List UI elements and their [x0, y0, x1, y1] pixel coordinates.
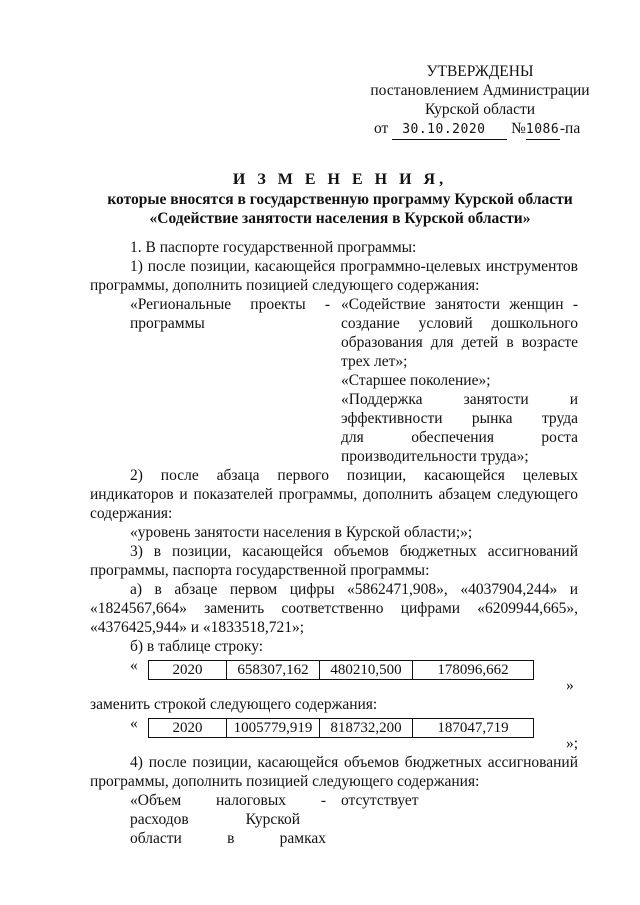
insert-1-right-line: «Поддержка занятости и [341, 391, 578, 408]
paragraph-4-line-2: программы, паспорта государственной программы: [90, 562, 430, 579]
table-cell: 480210,500 [320, 661, 413, 680]
insert-1-right-line: создание условий дошкольного [341, 315, 578, 332]
table-cell: 2020 [149, 661, 227, 680]
doc-subtitle-1: которые вносятся в государственную программу Курской области [107, 191, 573, 208]
table-cell: 658307,162 [227, 661, 320, 680]
table-cell: 178096,662 [413, 661, 534, 680]
insert-1-right-line: образования для детей в возрасте [341, 334, 578, 351]
insert-1-left-line-1: «Региональные проекты - [130, 296, 330, 313]
paragraph-2-line-2: программы, дополнить позицией следующего содержания: [90, 277, 480, 294]
paragraph-3-line-1: 2) после абзаца первого позиции, касающейся целевых [130, 467, 578, 484]
table-cell: 187047,719 [413, 719, 534, 738]
paragraph-5-line-3: «4376425,944» и «1833518,721»; [90, 619, 305, 636]
insert-2-right: отсутствует [341, 792, 419, 809]
paragraph-1: 1. В паспорте государственной программы: [130, 239, 417, 256]
table-cell: 1005779,919 [227, 719, 320, 738]
paragraph-8-line-1: 4) после позиции, касающейся объемов бюджетных ассигнований [130, 754, 578, 771]
insert-1-right-line: для обеспечения роста [341, 429, 578, 446]
insert-1-right-line: эффективности рынка труда [341, 410, 578, 427]
approval-line-2: Курской области [424, 101, 536, 118]
insert-1-right-line: трех лет»; [341, 353, 408, 370]
paragraph-3-line-2: индикаторов и показателей программы, дополнить абзацем следующего [90, 486, 578, 503]
approval-heading: УТВЕРЖДЕНЫ [426, 63, 534, 80]
number-suffix: -па [559, 120, 581, 137]
close-quote-2: »; [566, 735, 579, 752]
insert-2-left-line: расходов Курской [130, 811, 300, 828]
number-prefix: № [511, 120, 526, 137]
paragraph-4-line-1: 3) в позиции, касающейся объемов бюджетных ассигнований [130, 543, 578, 560]
paragraph-2-line-1: 1) после позиции, касающейся программно-целевых инструментов [130, 258, 578, 275]
table-cell: 818732,200 [320, 719, 413, 738]
insert-2-left-line: «Объем налоговых - [130, 792, 326, 809]
order-date: 30.10.2020 [392, 120, 507, 140]
paragraph-5-line-2: «1824567,664» заменить соответственно цифрами «6209944,665», [90, 600, 578, 617]
doc-title: И З М Е Н Е Н И Я, [232, 171, 448, 188]
paragraph-6: б) в таблице строку: [130, 638, 264, 655]
close-quote-1: » [566, 677, 574, 694]
approval-block [360, 62, 600, 119]
insert-1-left-line-2: программы [130, 315, 205, 332]
table-cell: 2020 [149, 719, 227, 738]
open-quote-2: « [130, 715, 138, 732]
paragraph-3-line-4: «уровень занятости населения в Курской области;»; [130, 524, 473, 541]
paragraph-8-line-2: программы, дополнить позицией следующего содержания: [90, 773, 480, 790]
paragraph-7: заменить строкой следующего содержания: [90, 696, 378, 713]
approval-line-1: постановлением Администрации [370, 82, 590, 99]
order-number: 1086 [526, 120, 560, 140]
insert-1-right-line: производительности труда»; [341, 448, 529, 465]
date-prefix: от [374, 120, 389, 137]
paragraph-5-line-1: а) в абзаце первом цифры «5862471,908», «4037904,244» и [130, 581, 578, 598]
doc-subtitle-2: «Содействие занятости населения в Курской области» [149, 210, 531, 227]
paragraph-3-line-3: содержания: [90, 505, 173, 522]
table-row-new [148, 718, 534, 738]
insert-2-left-line: области в рамках [130, 830, 326, 847]
approval-order-line [374, 119, 580, 140]
table-row-old [148, 660, 534, 680]
open-quote-1: « [130, 657, 138, 674]
insert-1-right-line: «Содействие занятости женщин - [341, 296, 578, 313]
insert-1-right-line: «Старшее поколение»; [341, 372, 491, 389]
